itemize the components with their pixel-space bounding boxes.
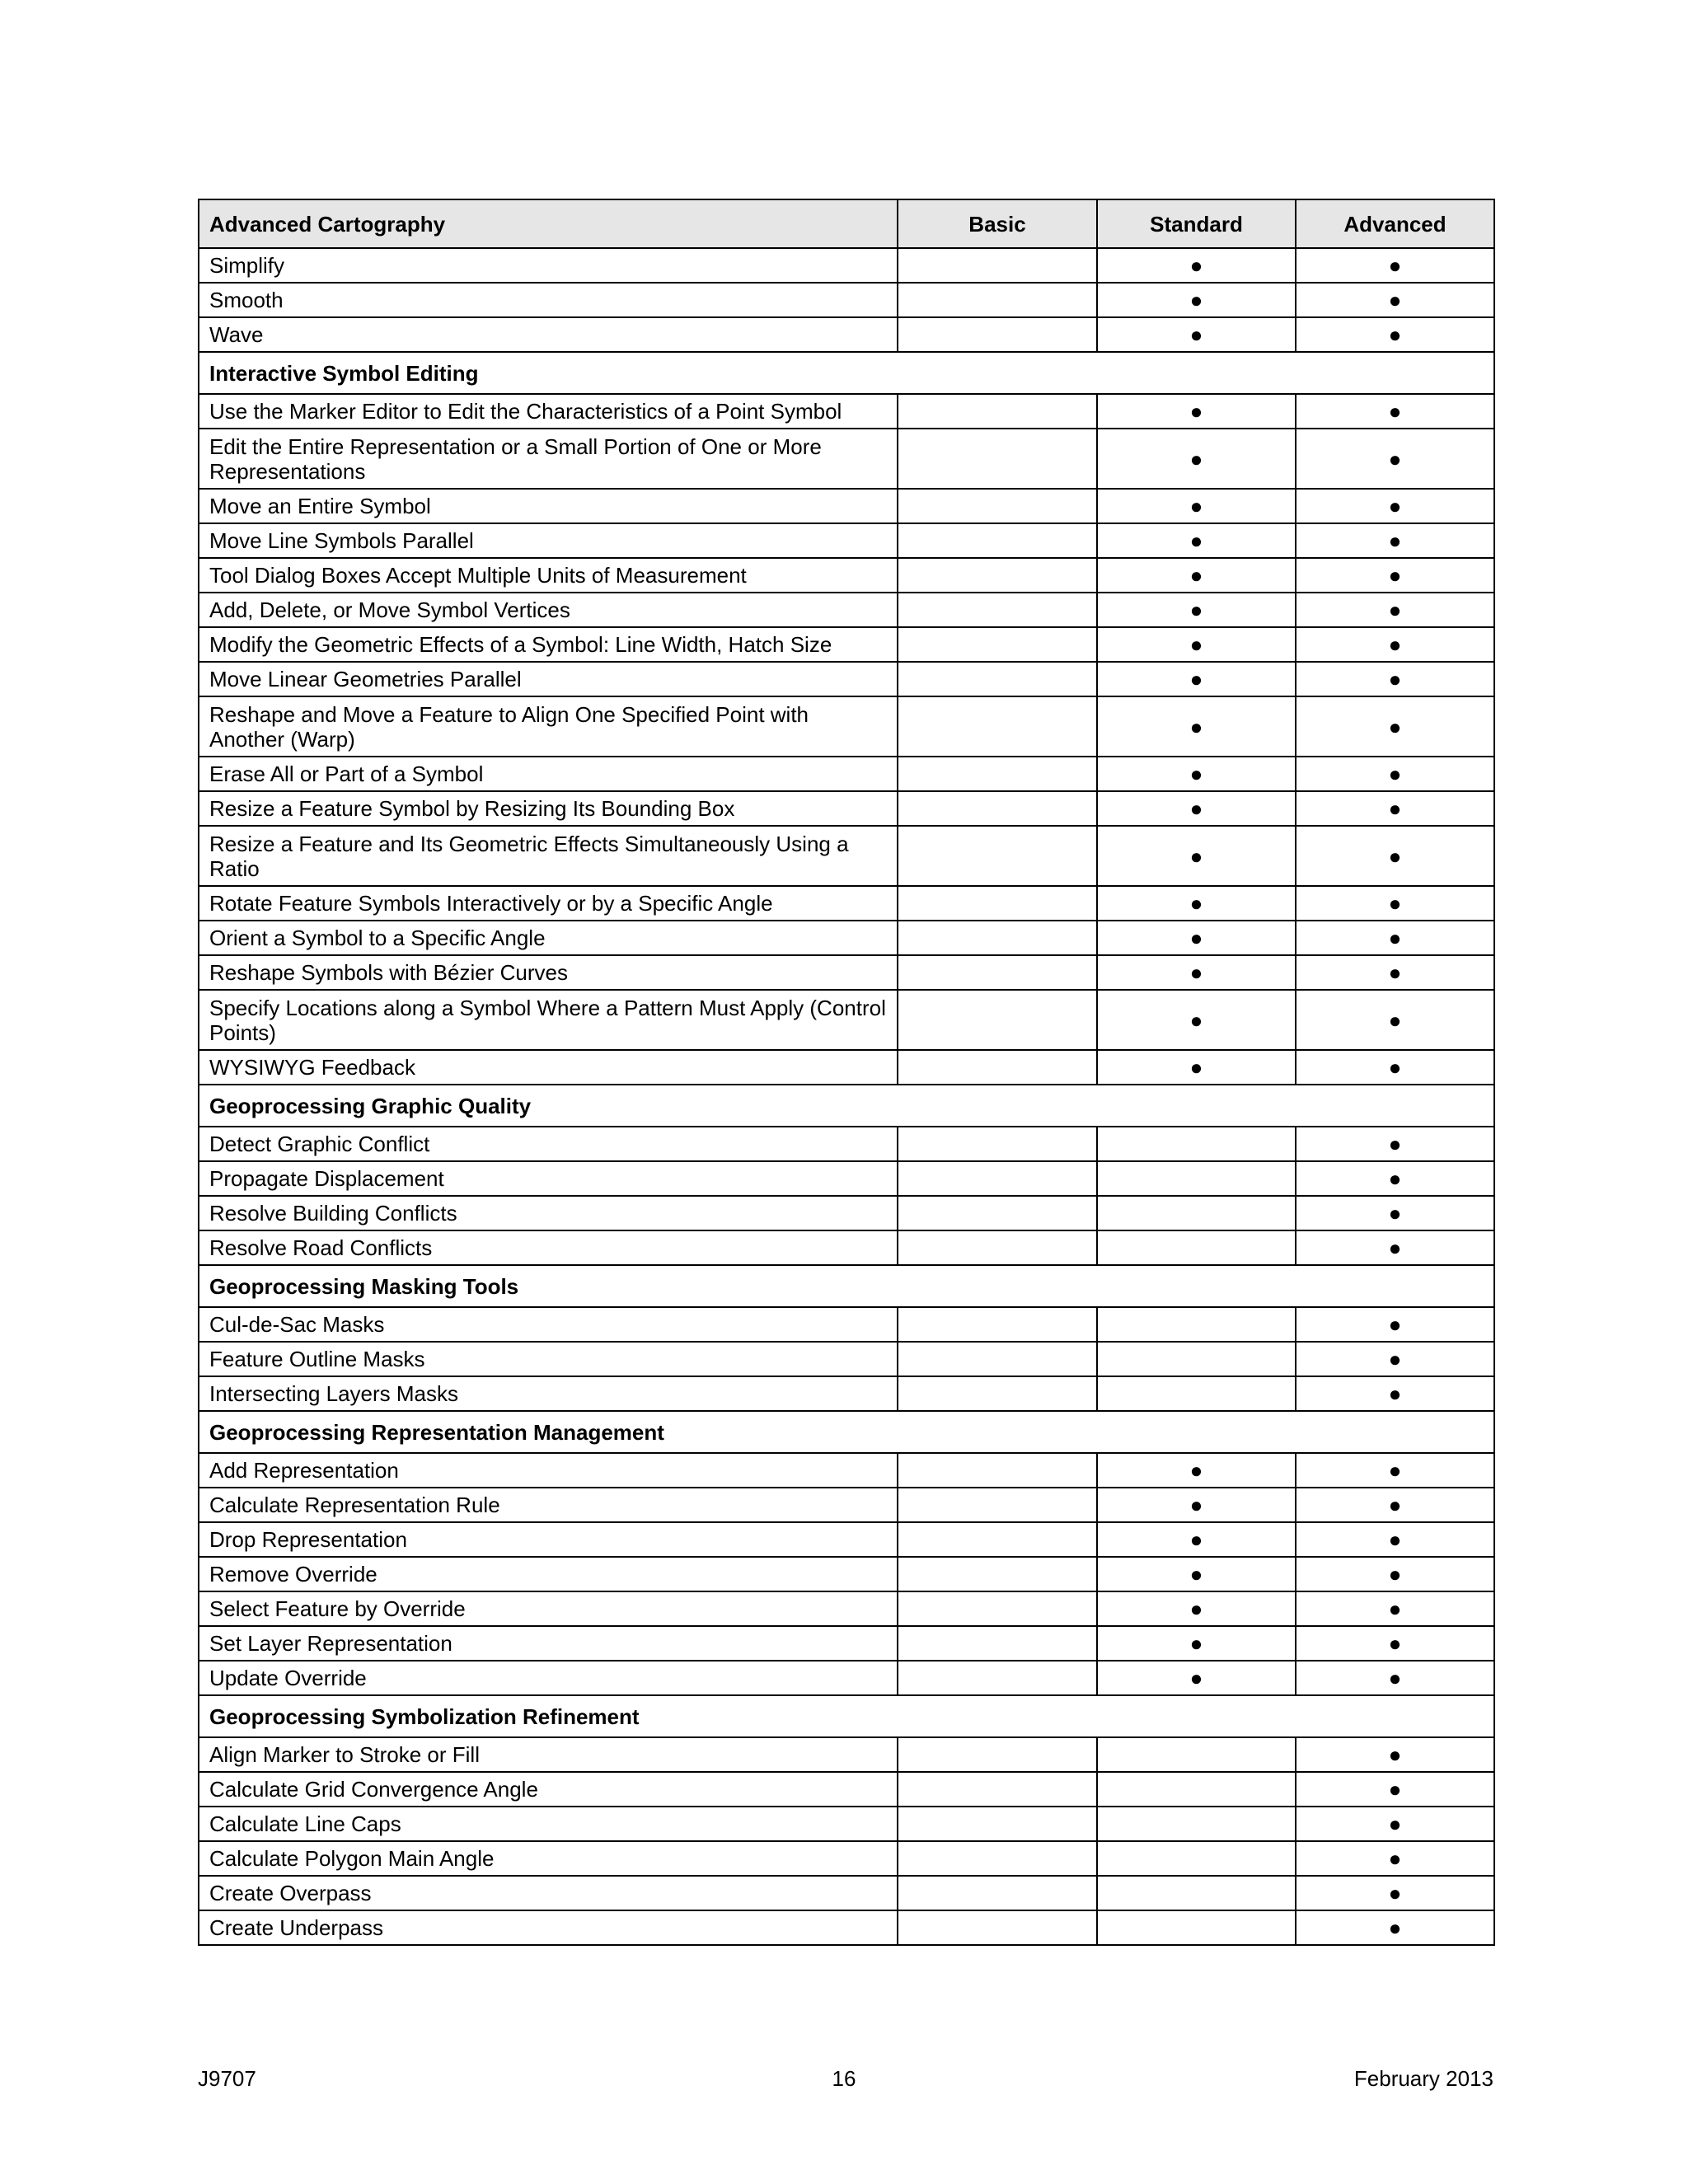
availability-basic — [898, 1230, 1097, 1265]
availability-basic — [898, 990, 1097, 1050]
feature-label: Add Representation — [199, 1453, 898, 1488]
feature-label: Calculate Grid Convergence Angle — [199, 1772, 898, 1807]
availability-basic — [898, 1910, 1097, 1945]
availability-advanced: ● — [1296, 1661, 1494, 1695]
availability-basic — [898, 1737, 1097, 1772]
availability-basic — [898, 1772, 1097, 1807]
table-row — [199, 1626, 1494, 1661]
availability-standard — [1097, 1161, 1296, 1196]
table-header-row — [199, 199, 1494, 248]
availability-advanced: ● — [1296, 627, 1494, 662]
table-row — [199, 1737, 1494, 1772]
table-row — [199, 696, 1494, 757]
availability-advanced: ● — [1296, 886, 1494, 921]
table-row — [199, 990, 1494, 1050]
availability-advanced: ● — [1296, 1807, 1494, 1841]
availability-basic — [898, 1161, 1097, 1196]
availability-advanced: ● — [1296, 1196, 1494, 1230]
availability-basic — [898, 886, 1097, 921]
availability-standard — [1097, 1737, 1296, 1772]
feature-label: Reshape and Move a Feature to Align One Specified Point with Another (Warp) — [199, 696, 898, 757]
table-row — [199, 1591, 1494, 1626]
section-header-row — [199, 352, 1494, 394]
section-header-row — [199, 1695, 1494, 1737]
availability-basic — [898, 662, 1097, 696]
availability-basic — [898, 1522, 1097, 1557]
column-header-standard: Standard — [1097, 199, 1296, 248]
availability-basic — [898, 826, 1097, 886]
availability-standard — [1097, 1876, 1296, 1910]
availability-advanced: ● — [1296, 1488, 1494, 1522]
availability-advanced: ● — [1296, 1876, 1494, 1910]
availability-standard — [1097, 1342, 1296, 1376]
availability-advanced: ● — [1296, 248, 1494, 283]
availability-basic — [898, 1591, 1097, 1626]
section-title: Geoprocessing Representation Management — [199, 1411, 1494, 1453]
availability-standard: ● — [1097, 558, 1296, 593]
section-header-row — [199, 1085, 1494, 1127]
availability-standard: ● — [1097, 248, 1296, 283]
availability-standard: ● — [1097, 489, 1296, 523]
table-row — [199, 757, 1494, 791]
feature-label: Align Marker to Stroke or Fill — [199, 1737, 898, 1772]
feature-label: Wave — [199, 317, 898, 352]
footer-page-number: 16 — [832, 2066, 856, 2091]
table-row — [199, 558, 1494, 593]
availability-standard — [1097, 1841, 1296, 1876]
feature-label: Feature Outline Masks — [199, 1342, 898, 1376]
availability-advanced: ● — [1296, 955, 1494, 990]
table-row — [199, 627, 1494, 662]
table-row — [199, 886, 1494, 921]
availability-basic — [898, 489, 1097, 523]
availability-standard — [1097, 1307, 1296, 1342]
feature-label: Resolve Road Conflicts — [199, 1230, 898, 1265]
availability-basic — [898, 283, 1097, 317]
availability-standard: ● — [1097, 1557, 1296, 1591]
availability-advanced: ● — [1296, 1772, 1494, 1807]
availability-advanced: ● — [1296, 1557, 1494, 1591]
feature-label: Resolve Building Conflicts — [199, 1196, 898, 1230]
table-row — [199, 1910, 1494, 1945]
feature-label: Move Linear Geometries Parallel — [199, 662, 898, 696]
availability-advanced: ● — [1296, 283, 1494, 317]
availability-basic — [898, 1557, 1097, 1591]
table-row — [199, 955, 1494, 990]
section-header-row — [199, 1265, 1494, 1307]
feature-label: Remove Override — [199, 1557, 898, 1591]
table-row — [199, 1661, 1494, 1695]
feature-label: Create Underpass — [199, 1910, 898, 1945]
availability-advanced: ● — [1296, 990, 1494, 1050]
availability-basic — [898, 317, 1097, 352]
availability-basic — [898, 1127, 1097, 1161]
availability-standard — [1097, 1772, 1296, 1807]
feature-label: Create Overpass — [199, 1876, 898, 1910]
availability-standard: ● — [1097, 955, 1296, 990]
feature-label: Tool Dialog Boxes Accept Multiple Units of Measurement — [199, 558, 898, 593]
table-row — [199, 429, 1494, 489]
availability-advanced: ● — [1296, 1910, 1494, 1945]
table-title: Advanced Cartography — [199, 199, 898, 248]
footer-date: February 2013 — [1353, 2066, 1493, 2091]
availability-standard: ● — [1097, 696, 1296, 757]
availability-basic — [898, 523, 1097, 558]
availability-basic — [898, 593, 1097, 627]
availability-standard: ● — [1097, 757, 1296, 791]
availability-basic — [898, 955, 1097, 990]
availability-advanced: ● — [1296, 1626, 1494, 1661]
availability-advanced: ● — [1296, 757, 1494, 791]
feature-label: Reshape Symbols with Bézier Curves — [199, 955, 898, 990]
availability-standard: ● — [1097, 886, 1296, 921]
feature-label: Specify Locations along a Symbol Where a Pattern Must Apply (Control Points) — [199, 990, 898, 1050]
availability-advanced: ● — [1296, 394, 1494, 429]
section-title: Geoprocessing Graphic Quality — [199, 1085, 1494, 1127]
feature-label: Edit the Entire Representation or a Small Portion of One or More Representations — [199, 429, 898, 489]
availability-advanced: ● — [1296, 696, 1494, 757]
availability-standard: ● — [1097, 1488, 1296, 1522]
availability-advanced: ● — [1296, 1376, 1494, 1411]
availability-standard: ● — [1097, 429, 1296, 489]
availability-standard — [1097, 1127, 1296, 1161]
availability-standard: ● — [1097, 1522, 1296, 1557]
availability-standard: ● — [1097, 523, 1296, 558]
availability-advanced: ● — [1296, 791, 1494, 826]
feature-label: Orient a Symbol to a Specific Angle — [199, 921, 898, 955]
feature-label: Calculate Representation Rule — [199, 1488, 898, 1522]
availability-basic — [898, 394, 1097, 429]
availability-standard — [1097, 1196, 1296, 1230]
availability-advanced: ● — [1296, 1453, 1494, 1488]
table-row — [199, 394, 1494, 429]
table-row — [199, 662, 1494, 696]
availability-basic — [898, 1453, 1097, 1488]
availability-standard: ● — [1097, 1591, 1296, 1626]
availability-advanced: ● — [1296, 662, 1494, 696]
availability-basic — [898, 696, 1097, 757]
table-row — [199, 1453, 1494, 1488]
availability-standard: ● — [1097, 921, 1296, 955]
availability-advanced: ● — [1296, 489, 1494, 523]
availability-basic — [898, 1841, 1097, 1876]
table-row — [199, 826, 1494, 886]
table-row — [199, 283, 1494, 317]
availability-basic — [898, 1807, 1097, 1841]
availability-basic — [898, 1626, 1097, 1661]
section-header-row — [199, 1411, 1494, 1453]
availability-standard — [1097, 1376, 1296, 1411]
table-row — [199, 593, 1494, 627]
availability-basic — [898, 1196, 1097, 1230]
table-row — [199, 489, 1494, 523]
availability-advanced: ● — [1296, 1522, 1494, 1557]
table-row — [199, 317, 1494, 352]
availability-standard — [1097, 1230, 1296, 1265]
feature-label: Select Feature by Override — [199, 1591, 898, 1626]
table-row — [199, 248, 1494, 283]
feature-label: WYSIWYG Feedback — [199, 1050, 898, 1085]
availability-advanced: ● — [1296, 1737, 1494, 1772]
feature-label: Resize a Feature Symbol by Resizing Its Bounding Box — [199, 791, 898, 826]
feature-label: Rotate Feature Symbols Interactively or by a Specific Angle — [199, 886, 898, 921]
feature-label: Move an Entire Symbol — [199, 489, 898, 523]
availability-advanced: ● — [1296, 1161, 1494, 1196]
availability-advanced: ● — [1296, 1127, 1494, 1161]
availability-basic — [898, 1488, 1097, 1522]
feature-label: Propagate Displacement — [199, 1161, 898, 1196]
availability-standard: ● — [1097, 791, 1296, 826]
table-row — [199, 1230, 1494, 1265]
availability-basic — [898, 921, 1097, 955]
column-header-basic: Basic — [898, 199, 1097, 248]
availability-basic — [898, 1342, 1097, 1376]
feature-label: Simplify — [199, 248, 898, 283]
availability-standard — [1097, 1910, 1296, 1945]
table-row — [199, 1376, 1494, 1411]
feature-matrix-table — [198, 199, 1495, 1946]
availability-advanced: ● — [1296, 1307, 1494, 1342]
availability-basic — [898, 1307, 1097, 1342]
table-row — [199, 791, 1494, 826]
footer-doc-id: J9707 — [198, 2066, 256, 2091]
availability-standard: ● — [1097, 826, 1296, 886]
availability-advanced: ● — [1296, 593, 1494, 627]
table-row — [199, 1342, 1494, 1376]
feature-label: Erase All or Part of a Symbol — [199, 757, 898, 791]
feature-label: Use the Marker Editor to Edit the Characteristics of a Point Symbol — [199, 394, 898, 429]
availability-advanced: ● — [1296, 558, 1494, 593]
section-title: Geoprocessing Masking Tools — [199, 1265, 1494, 1307]
availability-standard: ● — [1097, 1626, 1296, 1661]
availability-standard: ● — [1097, 317, 1296, 352]
availability-basic — [898, 1050, 1097, 1085]
feature-label: Set Layer Representation — [199, 1626, 898, 1661]
feature-label: Move Line Symbols Parallel — [199, 523, 898, 558]
table-row — [199, 523, 1494, 558]
availability-advanced: ● — [1296, 523, 1494, 558]
availability-advanced: ● — [1296, 317, 1494, 352]
feature-label: Drop Representation — [199, 1522, 898, 1557]
table-body — [199, 248, 1494, 1945]
availability-standard: ● — [1097, 662, 1296, 696]
feature-label: Cul-de-Sac Masks — [199, 1307, 898, 1342]
availability-advanced: ● — [1296, 1841, 1494, 1876]
availability-advanced: ● — [1296, 1230, 1494, 1265]
table-row — [199, 1050, 1494, 1085]
availability-basic — [898, 1376, 1097, 1411]
table-row — [199, 1488, 1494, 1522]
feature-label: Modify the Geometric Effects of a Symbol: Line Width, Hatch Size — [199, 627, 898, 662]
feature-label: Resize a Feature and Its Geometric Effects Simultaneously Using a Ratio — [199, 826, 898, 886]
availability-standard: ● — [1097, 1453, 1296, 1488]
feature-label: Add, Delete, or Move Symbol Vertices — [199, 593, 898, 627]
table-row — [199, 1161, 1494, 1196]
feature-label: Update Override — [199, 1661, 898, 1695]
table-row — [199, 1772, 1494, 1807]
availability-standard: ● — [1097, 627, 1296, 662]
table-row — [199, 1807, 1494, 1841]
table-row — [199, 1307, 1494, 1342]
table-row — [199, 1522, 1494, 1557]
table-row — [199, 1127, 1494, 1161]
availability-standard: ● — [1097, 1050, 1296, 1085]
availability-advanced: ● — [1296, 1591, 1494, 1626]
table-row — [199, 1557, 1494, 1591]
availability-standard: ● — [1097, 283, 1296, 317]
availability-basic — [898, 558, 1097, 593]
section-title: Geoprocessing Symbolization Refinement — [199, 1695, 1494, 1737]
availability-basic — [898, 1661, 1097, 1695]
feature-label: Intersecting Layers Masks — [199, 1376, 898, 1411]
availability-standard: ● — [1097, 1661, 1296, 1695]
feature-label: Calculate Polygon Main Angle — [199, 1841, 898, 1876]
availability-standard: ● — [1097, 990, 1296, 1050]
availability-basic — [898, 1876, 1097, 1910]
availability-basic — [898, 757, 1097, 791]
feature-label: Smooth — [199, 283, 898, 317]
availability-advanced: ● — [1296, 826, 1494, 886]
section-title: Interactive Symbol Editing — [199, 352, 1494, 394]
availability-basic — [898, 248, 1097, 283]
availability-advanced: ● — [1296, 921, 1494, 955]
availability-advanced: ● — [1296, 1050, 1494, 1085]
availability-basic — [898, 627, 1097, 662]
table-row — [199, 1841, 1494, 1876]
availability-standard: ● — [1097, 593, 1296, 627]
feature-label: Detect Graphic Conflict — [199, 1127, 898, 1161]
column-header-advanced: Advanced — [1296, 199, 1494, 248]
feature-label: Calculate Line Caps — [199, 1807, 898, 1841]
availability-advanced: ● — [1296, 429, 1494, 489]
availability-basic — [898, 429, 1097, 489]
availability-standard — [1097, 1807, 1296, 1841]
availability-standard: ● — [1097, 394, 1296, 429]
table-row — [199, 921, 1494, 955]
availability-basic — [898, 791, 1097, 826]
table-row — [199, 1876, 1494, 1910]
availability-advanced: ● — [1296, 1342, 1494, 1376]
table-row — [199, 1196, 1494, 1230]
